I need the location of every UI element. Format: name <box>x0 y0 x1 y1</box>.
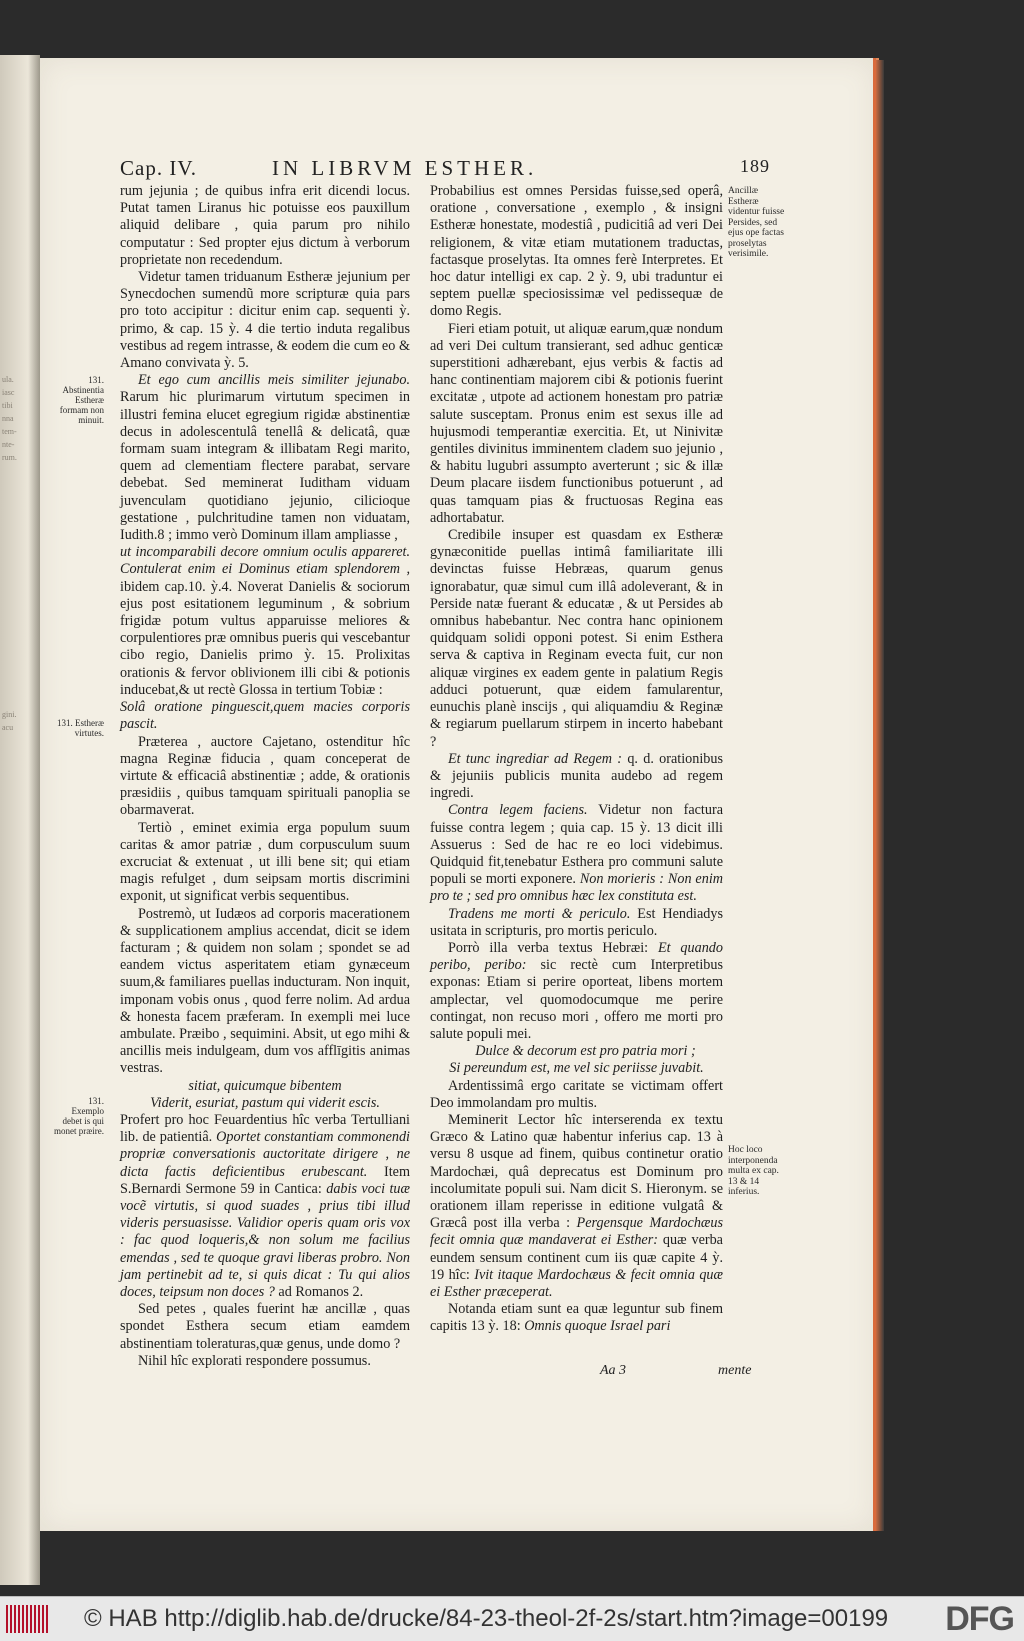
text-run: ad Romanos 2. <box>274 1284 364 1300</box>
text-run: Videtur non factura fuisse contra legem ; quia cap. 15 ỳ. 13 dicit illi Assuerus : <box>430 802 723 853</box>
paragraph <box>120 820 410 906</box>
quotation: ut incomparabili decore omnium oculis appareret. Contulerat enim ei Dominus etiam splendorem , <box>120 544 410 578</box>
paragraph <box>120 1078 410 1095</box>
text-run: Rarum hic plurimarum virtutum specimen in illustri femina elucet egregium rigidæ abstinentiæ decus in adolescentulâ tenellâ & delicatâ, quæ formam suam integram & illibatam Regi maritо, quem ad clementiam flectere parabat, servare debebat. Sed meminerat Iuditham viduam juvenculam quotidiano jejunio, cilicioque gestatione , pulchritudine tamen non viduatam, Iudith.8 ; immo verò Dominum illam ampliasse , <box>120 389 410 544</box>
paragraph <box>430 751 723 803</box>
previous-page-edge <box>0 55 40 1585</box>
fragment: tem- <box>2 427 17 436</box>
paragraph <box>430 183 723 321</box>
catchword: mente <box>718 1363 752 1378</box>
quotation: Tradens me morti & periculo. <box>448 905 631 922</box>
text-run: rum jejunia ; de quibus infra erit dicendi locus. Putat tamen Liranus hic potuisse eos pauxillum aliquid delibare , quia parum pro nihilo computatur : Sed propter ejus dictum à verborum proprietate non recedendum. <box>120 183 410 268</box>
paragraph <box>120 699 410 733</box>
page-footer <box>600 1363 752 1379</box>
text-run: Fieri etiam potuit, ut aliquæ earum,quæ nondum ad veri Dei cultum transierant, sed adhuc genticæ superstitioni adhærebant, ejus verbis & factis ad hanc continentiam majorem cibi & potionis fuerint excitatæ , utpote ad actionem honestam pro patriæ salute susceptam. Pronus enim est sexus ille ad hujusmodi temperantiæ exercitia. Et, ut Ninivitæ gentiles divinitus imminentem cladem suo jejunio , & habitu lugubri assumpto averterunt ; sic & illæ Deum placare iisdem functionibus potuerunt , ad quas tamquam pias & fructuosas Regina eas adhortabatur. <box>430 320 723 526</box>
text-run: q. d. orationibus & jejuniis publicis munita audebo ad regem ingredi. <box>430 750 723 802</box>
book-title: IN LIBRVM ESTHER. <box>272 156 538 180</box>
running-header <box>120 156 770 184</box>
margin-note-ancillae: Ancillæ Estheræ videntur fuisse Persides, sed ejus ope factas proselytas verisimile. <box>728 186 785 259</box>
text-run: Profert pro hoc Feuardentius hîc verba Tertulliani lib. de patientiâ. <box>120 1111 410 1146</box>
paragraph <box>120 1353 410 1370</box>
paragraph <box>120 183 410 269</box>
text-run: Sed de hac re eo loci videbimus. Quidquid fit,tenebatur Esthera pro communi salute populi se morti exponere. <box>430 836 723 888</box>
paragraph <box>120 269 410 372</box>
margin-note-131-exemplo: 131. Exemplo debet is qui monet præire. <box>54 1096 104 1136</box>
text-run: Tertiò , eminet eximia erga populum suum caritas & amor patriæ , dum corpusculum suum excruciat & extenuat , ut illi bene sit; qui etiam magis refulget , dum seipsam mortis discrimini exponit, ut significat verbis sequentibus. <box>120 819 410 905</box>
text-run: Meminerit Lector hîc interserenda ex textu Græco & Latino quæ habentur inferius cap. 13 à versu 8 usque ad finem, quibus continetur oratio Mardochæi, quâ deprecatus est Dominum pro incolumitate populi sui. Nam dicit S. Hieronym. se orationem illam reperisse in editione vulgatâ & Græcâ post illa verba : <box>430 1111 723 1232</box>
page-edge-shadow <box>876 60 884 1531</box>
barcode-icon <box>6 1605 48 1633</box>
text-run: Videtur tamen triduanum Estheræ jejunium per Synecdochen sumendũ more scripturæ quia pars pro toto accipitur : dicitur enim cap. sequenti ỳ. primo, & cap. 15 ỳ. 4 die tertio induta regalibus vestibus ad regem intrasse, & eodem die cum eo & Amano convivata ỳ. 5. <box>120 269 410 372</box>
fragment: nte- <box>2 440 15 449</box>
fragment: gini. <box>2 710 17 719</box>
paragraph <box>120 1095 410 1112</box>
text-run: Item S.Bernardi Sermone 59 in Cantica: <box>120 1163 411 1197</box>
quotation: Si pereundum est, me vel sic periisse juvabit. <box>449 1060 704 1077</box>
paragraph <box>120 372 410 544</box>
fragment: tibi <box>2 401 13 410</box>
text-run: Credibile insuper est quasdam ex Estheræ gynæconitide puellas intimâ familiaritate illi devinctas fuisse Hebræas, quarum genus ignorabatur, quæ simul cum illâ adoleverant, & in Perside natæ fuerant & educatæ , & ut Persides ab omnibus habebantur. Nec contra hanc opinionem quidquam solidi opponi potest. Si enim Esthera serva & captiva in Reginam evecta fuit, cur non aliquæ virgines ex eadem gente in palatium Regis adduci potuerunt, quæ eidem famularentur, eunuchis planè inscijs , qui aliquamdiu & Reginæ & regiarum puellarum stirpem in incerto habebant ? <box>430 527 723 750</box>
paragraph <box>430 321 723 527</box>
fragment: rum. <box>2 453 17 462</box>
margin-note-131-virtutes: 131. Estheræ virtutes. <box>57 718 104 738</box>
quotation: Contra legem faciens. <box>448 802 588 819</box>
paragraph <box>430 802 723 905</box>
right-text-column <box>430 183 723 1336</box>
text-run: Ardentissimâ ergo caritate se victimam offert Deo immolandam pro multis. <box>430 1077 723 1111</box>
text-run: Postremò, ut Iudæos ad corporis macerationem & supplicationem amplius accendat, dicit se idem facturam ; & quidem non solam ; spondet se ad eandem victus asperitatem etiam gynæceum suum,& familiares puellas inducturam. Non inquit, imponam vobis onus , quod ferre nolim. Ad ardua & honesta facem præferam. In exempli mei luce ambulate. Præibo , sequimini. Absit, ut ego mihi & ancillis meis indulgeam, dum vos afflīgitis animas vestras. <box>120 905 410 1077</box>
quotation: Omnis quoque Israel pari <box>520 1318 671 1335</box>
fragment: nna <box>2 414 14 423</box>
chapter-label: Cap. IV. <box>120 156 198 180</box>
paragraph <box>430 1043 723 1060</box>
quotation: Oportet constantiam commonendi propriæ conversationis auctoritate dirigere , ne dicta factis deficientibus erubescant. <box>120 1129 410 1180</box>
paragraph <box>120 1301 410 1353</box>
paragraph <box>120 544 410 699</box>
text-run: quæ verba eundem sensum continent cum iis quæ capite 4 ỳ. 19 hîc: <box>430 1232 723 1283</box>
text-run: Est Hendiadys usitata in scripturis, pro mortis periculo. <box>430 905 723 939</box>
quotation: Et ego cum ancillis meis similiter jejunabo. <box>138 372 410 389</box>
quotation: Non morieris : Non enim pro te ; sed pro omnibus hæc lex constituta est. <box>430 871 724 905</box>
text-run: Sed petes , quales fuerint hæ ancillæ , quas spondet Esthera secum etiam eamdem abstinentiam toleraturas,quæ genus, unde domo ? <box>120 1301 410 1352</box>
text-run: Porrò illa verba textus Hebræi: <box>448 939 649 956</box>
paragraph <box>430 940 723 1043</box>
paragraph <box>120 1112 410 1301</box>
paragraph <box>430 1301 723 1335</box>
quotation: sitiat, quicumque bibentem <box>188 1077 342 1094</box>
footer-bar <box>0 1596 1024 1641</box>
signature-mark: Aa 3 <box>600 1363 627 1378</box>
margin-note-131-abstinentia: 131. Abstinentia Estheræ formam non minuit. <box>59 375 104 425</box>
quotation: Et tunc ingrediar ad Regem : <box>448 750 623 767</box>
fragment: acu <box>2 723 14 732</box>
book-page <box>40 58 879 1531</box>
text-run: Præterea , auctore Cajetano, ostenditur hîc magna Reginæ fiducia , quam conceperat de virtute & efficaciâ abstinentiæ ; adde, & orationis præsidiis , quibus tamquam spirituali panoplia se obarmaverat. <box>120 733 410 819</box>
quotation: Pergensque Mardochæus fecit omnia quæ mandaverat ei Esther: <box>430 1215 724 1249</box>
text-run: sic rectè cum Interpretibus exponas: Etiam si perire oporteat, libens mortem amplectar, vel quomodocumque me perire contingat, non recuso mori , offero me morti pro salute populi mei. <box>430 957 723 1042</box>
quotation: Et quando peribo, peribo: <box>430 939 723 974</box>
text-run: ibidem cap.10. ỳ.4. Noverat Danielis & sociorum ejus post esitationem leguminum , & sobrium frigidæ potum vultus apparuisse meliores & corpulentiores præ omnibus pueris qui vescebantur cibo regio, Danielis primo ỳ. 15. Prolixitas orationis & fervor oblivionem illi cibi & potionis inducebat,& ut rectè Glossa in tertium Tobiæ : <box>120 578 410 698</box>
quotation: dabis voci tuæ vocẽ virtutis, si quod suades , prius tibi illud videris persuasisse. Validior operis quam oris vox : fac quod loqueris,& non solum me facilius emendas , sed te quoque gravi liberas probro. Non jam pertinebit ad te, si quis dicat : Tu qui alios doces, teipsum non doces ? <box>120 1180 410 1300</box>
paragraph <box>120 906 410 1078</box>
fragment: ula. <box>2 375 14 384</box>
fragment: iasc <box>2 388 15 397</box>
quotation: Viderit, esuriat, pastum qui viderit escis. <box>150 1094 380 1111</box>
text-run: Notanda etiam sunt ea quæ leguntur sub finem capitis 13 ỳ. 18: <box>430 1301 723 1335</box>
dfg-logo: DFG <box>945 1600 1014 1638</box>
margin-note-hoc-loco: Hoc loco interponenda multa ex cap. 13 & 14 inferius. <box>728 1145 779 1197</box>
paragraph <box>430 906 723 940</box>
quotation: Solâ oratione pinguescit,quem macies corporis pascit. <box>120 699 410 733</box>
paragraph <box>430 1060 723 1077</box>
quotation: Ivit itaque Mardochæus & fecit omnia quæ ei Esther præceperat. <box>430 1266 723 1300</box>
paragraph <box>430 1112 723 1301</box>
source-url[interactable]: © HAB http://diglib.hab.de/drucke/84-23-theol-2f-2s/start.htm?image=00199 <box>84 1605 889 1632</box>
paragraph <box>430 1078 723 1112</box>
left-text-column <box>120 183 410 1370</box>
paragraph <box>120 734 410 820</box>
paragraph <box>430 527 723 751</box>
quotation: Dulce & decorum est pro patria mori ; <box>475 1043 696 1060</box>
text-run: Probabilius est omnes Persidas fuisse,sed operâ, oratione , conversatione , exemplo , & insigni Estheræ honestate, modestiâ , pudicitiâ ad veri Dei religionem, & vitæ etiam mutationem traductas, factasque proselytas. Ita omnes ferè Interpretes. Et hoc datur intelligi ex cap. 2 ỳ. 9, ubi traduntur ei septem puellæ speciosissimæ vel pedissequæ de domo Regis. <box>430 183 723 320</box>
page-number: 189 <box>740 156 770 176</box>
text-run: Nihil hîc explorati respondere possumus. <box>138 1352 371 1369</box>
